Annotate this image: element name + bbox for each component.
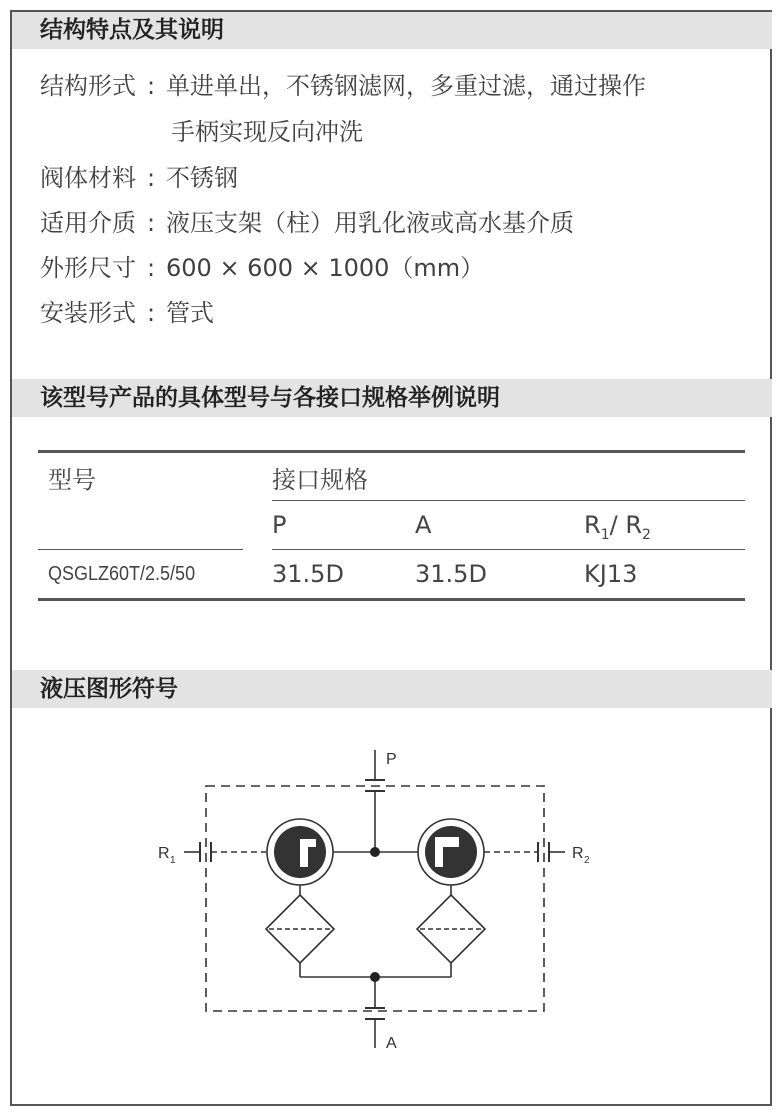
valve-right bbox=[418, 819, 484, 885]
spec-label: 安装形式 bbox=[40, 299, 136, 327]
spec-value: 不锈钢 bbox=[166, 164, 238, 192]
table-subheader-p: P bbox=[272, 511, 287, 539]
filter-left bbox=[266, 895, 334, 963]
label-r2-sub: 2 bbox=[584, 855, 590, 866]
label-p: P bbox=[386, 751, 397, 768]
section-title-structure: 结构特点及其说明 bbox=[12, 12, 772, 49]
spec-label: 阀体材料 bbox=[40, 164, 136, 192]
label-a: A bbox=[386, 1035, 397, 1052]
spec-label: 外形尺寸 bbox=[40, 254, 136, 282]
section-title-models: 该型号产品的具体型号与各接口规格举例说明 bbox=[12, 379, 772, 417]
label-r2: R bbox=[572, 845, 584, 862]
table-cell-r: KJ13 bbox=[584, 560, 638, 588]
table-header-ports: 接口规格 bbox=[272, 466, 368, 494]
spec-value: 600 × 600 × 1000（mm） bbox=[166, 254, 485, 282]
r-subscript: 1 bbox=[600, 526, 610, 543]
spec-colon: : bbox=[146, 164, 156, 192]
table-cell-a: 31.5D bbox=[415, 560, 487, 588]
filter-right bbox=[417, 895, 485, 963]
spec-colon: : bbox=[146, 72, 156, 100]
table-header-model: 型号 bbox=[48, 466, 96, 494]
junction-bottom bbox=[370, 972, 380, 982]
valve-left bbox=[267, 819, 333, 885]
table-cell-model: QSGLZ60T/2.5/50 bbox=[48, 563, 196, 585]
spec-colon: : bbox=[146, 299, 156, 327]
table-cell-p: 31.5D bbox=[272, 560, 344, 588]
label-r1: R bbox=[158, 845, 170, 862]
r-subscript: 2 bbox=[642, 526, 651, 543]
spec-value: 单进单出，不锈钢滤网，多重过滤，通过操作 bbox=[166, 72, 646, 100]
spec-value-continuation: 手柄实现反向冲洗 bbox=[171, 118, 363, 146]
spec-label: 结构形式 bbox=[40, 72, 136, 100]
r-separator: / R bbox=[609, 511, 642, 539]
r-label: R bbox=[584, 511, 601, 539]
spec-colon: : bbox=[146, 209, 156, 237]
spec-label: 适用介质 bbox=[40, 209, 136, 237]
spec-value: 管式 bbox=[166, 299, 214, 327]
label-r1-sub: 1 bbox=[170, 855, 176, 866]
section-title-symbol: 液压图形符号 bbox=[12, 670, 772, 708]
spec-colon: : bbox=[146, 254, 156, 282]
table-subheader-a: A bbox=[415, 511, 432, 539]
spec-value: 液压支架（柱）用乳化液或高水基介质 bbox=[166, 209, 574, 237]
junction-top bbox=[370, 847, 380, 857]
